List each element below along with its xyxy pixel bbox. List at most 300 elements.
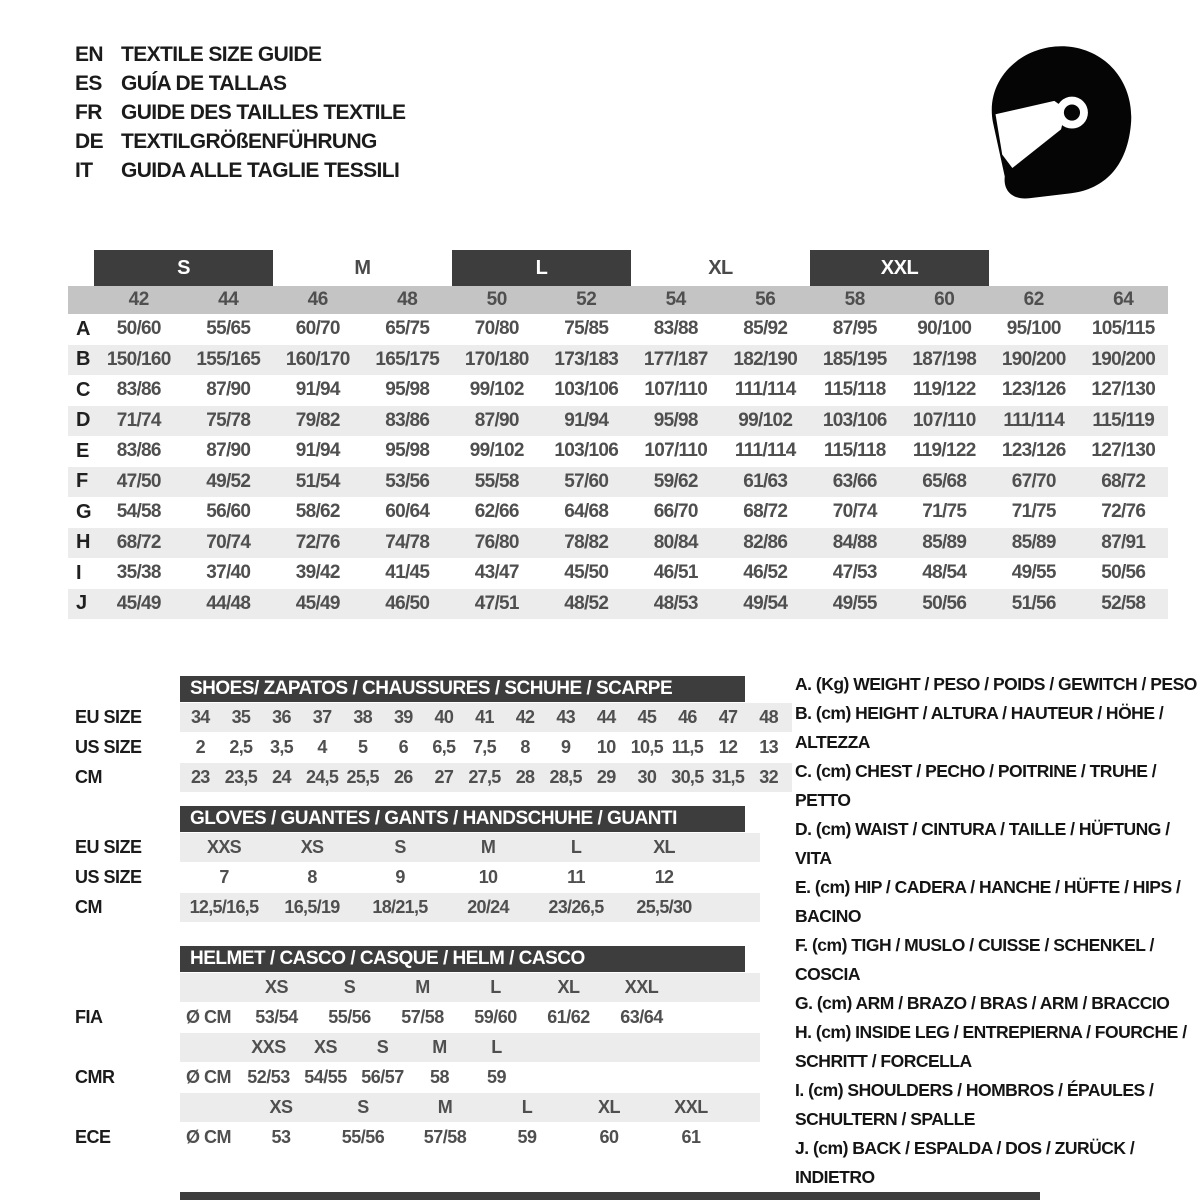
size-value: 32 <box>759 767 778 787</box>
size-number: 58 <box>844 289 865 310</box>
gloves-section-title: GLOVES / GUANTES / GANTS / HANDSCHUHE / GUANTI <box>190 808 677 829</box>
row-values <box>180 763 792 792</box>
size-value: 111/114 <box>1003 409 1065 431</box>
size-number-band <box>68 286 1168 314</box>
size-value: 75/78 <box>206 409 251 431</box>
size-value: 60/64 <box>385 501 430 523</box>
measurement-row <box>68 467 1168 498</box>
size-group-label: M <box>354 256 371 279</box>
size-value: 31,5 <box>711 767 745 787</box>
cutoff-section-bar <box>180 1192 1040 1200</box>
helmet-value-row <box>75 1063 760 1092</box>
gloves-section <box>68 806 808 922</box>
size-value: 26 <box>393 767 413 787</box>
size-number: 48 <box>397 289 418 310</box>
size-value: 87/90 <box>206 440 251 462</box>
size-value: 65/68 <box>922 470 967 492</box>
helmet-size-label: M <box>415 977 430 997</box>
legend-item: A. (Kg) WEIGHT / PESO / POIDS / GEWITCH / PESO <box>795 674 1197 694</box>
size-value: 35/38 <box>116 562 161 584</box>
size-value: 11 <box>567 867 585 887</box>
gloves-rows <box>68 833 808 922</box>
helmet-size-value: 57/58 <box>423 1127 467 1147</box>
size-value: 107/110 <box>644 440 708 462</box>
size-value: 71/74 <box>116 409 161 431</box>
size-value: 79/82 <box>295 409 340 431</box>
size-value: 28 <box>515 767 535 787</box>
helmet-size-value: 53 <box>271 1127 291 1147</box>
helmet-header-bar <box>180 946 745 972</box>
size-value: 46/51 <box>653 562 698 584</box>
helmet-size-value: 53/54 <box>255 1007 298 1027</box>
size-value: 76/80 <box>474 531 519 553</box>
size-value: 83/86 <box>116 440 161 462</box>
size-number: 44 <box>218 289 239 310</box>
helmet-size-value: 52/53 <box>247 1067 290 1087</box>
section-row <box>68 733 808 762</box>
size-value: 99/102 <box>738 409 793 431</box>
helmet-size-label: XL <box>557 977 580 997</box>
size-value: 6,5 <box>432 737 456 757</box>
measurement-row <box>68 497 1168 528</box>
guide-title: GUIDA ALLE TAGLIE TESSILI <box>121 158 400 182</box>
size-value: 23,5 <box>224 767 257 787</box>
size-group-label: XXL <box>810 250 989 286</box>
measurement-row <box>68 345 1168 376</box>
size-number: 56 <box>755 289 776 310</box>
helmet-size-label: L <box>521 1097 533 1117</box>
size-value: 66/70 <box>653 501 698 523</box>
size-value: 95/98 <box>385 440 430 462</box>
helmet-size-label: XS <box>313 1037 337 1057</box>
size-value: 28,5 <box>549 767 582 787</box>
helmet-size-label: XS <box>264 977 288 997</box>
size-value: 127/130 <box>1091 379 1156 401</box>
size-value: 34 <box>190 707 210 727</box>
helmet-size-label: M <box>432 1037 447 1057</box>
size-value: XS <box>300 837 324 857</box>
legend-item: J. (cm) BACK / ESPALDA / DOS / ZURÜCK / INDIETRO <box>795 1138 1135 1187</box>
helmet-size-value: 59 <box>486 1067 507 1087</box>
helmet-size-value: 57/58 <box>401 1007 444 1027</box>
helmet-size-row <box>180 1033 760 1062</box>
helmet-size-label: S <box>343 977 356 997</box>
legend-item: E. (cm) HIP / CADERA / HANCHE / HÜFTE / HIPS / BACINO <box>795 877 1181 926</box>
size-value: 10 <box>478 867 498 887</box>
size-value: 57/60 <box>564 470 609 492</box>
size-value: 41 <box>475 707 494 727</box>
language-row <box>75 40 405 69</box>
size-value: 70/74 <box>206 531 251 553</box>
size-value: 24,5 <box>305 767 339 787</box>
size-value: 83/88 <box>653 318 698 340</box>
size-value: 115/119 <box>1092 409 1155 431</box>
size-value: 18/21,5 <box>372 897 428 917</box>
size-value: 3,5 <box>270 737 293 757</box>
size-value: 82/86 <box>743 531 788 553</box>
helmet-size-value: 56/57 <box>361 1067 404 1087</box>
row-values <box>180 733 792 762</box>
size-value: 30 <box>637 767 657 787</box>
shoes-section <box>68 676 808 792</box>
size-value: 47 <box>718 707 738 727</box>
racing-helmet-icon-svg <box>972 36 1140 206</box>
legend-item: I. (cm) SHOULDERS / HOMBROS / ÉPAULES / SCHULTERN / SPALLE <box>795 1080 1154 1129</box>
size-value: 58/62 <box>295 501 340 523</box>
section-row <box>68 833 808 862</box>
size-value: 44/48 <box>206 592 251 614</box>
measurement-row <box>68 558 1168 589</box>
size-value: 43 <box>556 707 575 727</box>
size-value: 50/60 <box>116 318 161 340</box>
helmet-size-label: S <box>357 1097 369 1117</box>
size-value: 52/58 <box>1101 592 1146 614</box>
helmet-size-value: 61 <box>681 1127 701 1147</box>
size-value: 62/66 <box>474 501 519 523</box>
size-value: 190/200 <box>1001 348 1066 370</box>
row-label: CM <box>75 767 102 787</box>
helmet-size-label: XXL <box>674 1097 708 1117</box>
size-value: 20/24 <box>467 897 509 917</box>
size-value: 39/42 <box>295 562 340 584</box>
size-value: 87/90 <box>206 379 251 401</box>
size-value: 48/52 <box>564 592 609 614</box>
size-value: 70/74 <box>832 501 877 523</box>
size-value: 37/40 <box>206 562 251 584</box>
textile-size-table <box>68 250 1168 619</box>
size-value: 50/56 <box>1101 562 1146 584</box>
helmet-size-value: 63/64 <box>620 1007 663 1027</box>
row-letter: C <box>76 378 90 401</box>
helmet-size-label: L <box>491 1037 502 1057</box>
size-value: 45 <box>637 707 657 727</box>
size-value: 59/62 <box>653 470 698 492</box>
row-values <box>180 833 760 862</box>
size-value: 71/75 <box>922 501 967 523</box>
size-value: 90/100 <box>917 318 972 340</box>
size-value: 10,5 <box>630 737 663 757</box>
size-value: 27,5 <box>468 767 501 787</box>
row-label: EU SIZE <box>75 707 142 727</box>
size-value: 80/84 <box>653 531 698 553</box>
size-value: 91/94 <box>295 379 340 401</box>
language-code: ES <box>75 71 102 95</box>
size-value: 36 <box>272 707 291 727</box>
size-value: 2 <box>195 737 205 757</box>
helmet-size-row <box>180 1093 760 1122</box>
size-value: 25,5/30 <box>636 897 692 917</box>
size-value: 12,5/16,5 <box>189 897 259 917</box>
row-letter: A <box>76 317 90 340</box>
size-value: 7 <box>219 867 229 887</box>
size-value: 39 <box>393 707 413 727</box>
standard-name: ECE <box>75 1127 111 1147</box>
size-value: 48/54 <box>922 562 967 584</box>
size-value: 71/75 <box>1011 501 1056 523</box>
helmet-size-value: 58 <box>429 1067 450 1087</box>
row-label: CM <box>75 897 102 917</box>
size-value: 65/75 <box>385 318 430 340</box>
size-number: 46 <box>307 289 328 310</box>
size-value: 42 <box>515 707 535 727</box>
measurement-row <box>68 528 1168 559</box>
size-value: 95/100 <box>1006 318 1061 340</box>
size-value: 61/63 <box>743 470 788 492</box>
size-group-header-row <box>68 250 1168 286</box>
legend-item: D. (cm) WAIST / CINTURA / TAILLE / HÜFTUNG / VITA <box>795 819 1170 868</box>
size-value: 165/175 <box>375 348 440 370</box>
size-value: 9 <box>560 737 571 757</box>
size-value: 75/85 <box>564 318 609 340</box>
size-value: 67/70 <box>1011 470 1056 492</box>
helmet-size-label: XXL <box>624 977 659 997</box>
size-value: XXS <box>207 837 241 857</box>
size-number: 60 <box>934 289 955 310</box>
size-value: 49/54 <box>743 592 788 614</box>
size-value: 95/98 <box>653 409 698 431</box>
size-group-label: XL <box>708 256 733 279</box>
size-value: 63/66 <box>832 470 877 492</box>
size-value: 49/55 <box>832 592 877 614</box>
size-value: 95/98 <box>385 379 430 401</box>
size-value: 115/118 <box>823 379 886 401</box>
row-label: US SIZE <box>75 737 142 757</box>
size-value: 68/72 <box>1101 470 1146 492</box>
size-value: 70/80 <box>474 318 519 340</box>
measurement-row <box>68 589 1168 620</box>
section-row <box>68 763 808 792</box>
gloves-header-bar <box>180 806 745 832</box>
size-value: M <box>480 837 496 857</box>
size-value: 12 <box>718 737 738 757</box>
size-value: 38 <box>353 707 372 727</box>
helmet-size-label: XS <box>269 1097 293 1117</box>
standard-name: CMR <box>75 1067 115 1087</box>
size-value: 4 <box>317 737 327 757</box>
helmet-size-value: 54/55 <box>304 1067 347 1087</box>
size-value: 25,5 <box>346 767 379 787</box>
size-value: 45/49 <box>295 592 340 614</box>
helmet-size-label: XXS <box>251 1037 286 1057</box>
size-value: 103/106 <box>554 440 619 462</box>
legend-item: C. (cm) CHEST / PECHO / POITRINE / TRUHE / PETTO <box>795 761 1157 810</box>
size-value: 84/88 <box>832 531 877 553</box>
size-number: 62 <box>1023 289 1044 310</box>
row-letter: F <box>76 470 88 493</box>
size-value: 177/187 <box>643 348 708 370</box>
diameter-unit: Ø CM <box>186 1007 231 1027</box>
helmet-size-value: 59 <box>517 1127 537 1147</box>
shoes-section-title: SHOES/ ZAPATOS / CHAUSSURES / SCHUHE / SCARPE <box>190 678 673 699</box>
size-value: 9 <box>395 867 405 887</box>
size-value: 53/56 <box>385 470 430 492</box>
language-row <box>75 98 405 127</box>
size-value: 48/53 <box>653 592 698 614</box>
size-value: 170/180 <box>464 348 529 370</box>
size-value: 99/102 <box>469 440 524 462</box>
size-value: 68/72 <box>743 501 788 523</box>
shoes-header-bar <box>180 676 745 702</box>
language-code: FR <box>75 100 102 124</box>
size-value: 23/26,5 <box>548 897 604 917</box>
helmet-size-label: S <box>376 1037 389 1057</box>
row-values <box>180 863 760 892</box>
size-value: 72/76 <box>1101 501 1146 523</box>
measurement-row <box>68 436 1168 467</box>
size-value: 47/53 <box>832 562 877 584</box>
size-value: 12 <box>654 867 674 887</box>
legend-item: B. (cm) HEIGHT / ALTURA / HAUTEUR / HÖHE / ALTEZZA <box>795 703 1164 752</box>
size-value: 37 <box>312 707 332 727</box>
language-code: IT <box>75 158 93 182</box>
size-value: 7,5 <box>472 737 496 757</box>
size-value: 74/78 <box>385 531 430 553</box>
helmet-size-value: 55/56 <box>341 1127 385 1147</box>
guide-title: GUÍA DE TALLAS <box>121 71 287 95</box>
size-number: 50 <box>486 289 507 310</box>
size-value: 8 <box>520 737 530 757</box>
section-row <box>68 863 808 892</box>
size-value: 160/170 <box>285 348 350 370</box>
helmet-size-row <box>180 973 760 1002</box>
helmet-section-title: HELMET / CASCO / CASQUE / HELM / CASCO <box>190 948 585 969</box>
guide-title: GUIDE DES TAILLES TEXTILE <box>121 100 406 124</box>
helmet-size-value: 59/60 <box>474 1007 517 1027</box>
size-value: 99/102 <box>469 379 524 401</box>
size-value: 10 <box>596 737 616 757</box>
size-value: 11,5 <box>671 737 704 757</box>
size-value: 182/190 <box>733 348 798 370</box>
language-code: DE <box>75 129 103 153</box>
helmet-size-label: M <box>437 1097 453 1117</box>
size-value: 48 <box>759 707 778 727</box>
row-letter: H <box>76 531 90 554</box>
size-value: 185/195 <box>822 348 887 370</box>
helmet-size-value: 60 <box>599 1127 619 1147</box>
helmet-rows <box>75 973 808 1152</box>
standard-name: FIA <box>75 1007 103 1027</box>
size-value: 87/95 <box>832 318 877 340</box>
size-value: 187/198 <box>912 348 977 370</box>
size-number: 52 <box>576 289 597 310</box>
size-value: 103/106 <box>554 379 619 401</box>
language-row <box>75 127 405 156</box>
size-value: 23 <box>190 767 210 787</box>
size-value: 60/70 <box>295 318 340 340</box>
size-value: 40 <box>434 707 454 727</box>
helmet-size-value: 61/62 <box>547 1007 590 1027</box>
size-value: 51/54 <box>295 470 340 492</box>
section-row <box>68 703 808 732</box>
size-value: 119/122 <box>912 440 976 462</box>
size-value: 47/51 <box>474 592 519 614</box>
size-value: 85/92 <box>743 318 788 340</box>
size-value: 85/89 <box>1011 531 1056 553</box>
measurement-row <box>68 375 1168 406</box>
language-row <box>75 156 405 185</box>
size-value: 47/50 <box>116 470 161 492</box>
size-number: 42 <box>128 289 149 310</box>
size-value: 45/49 <box>116 592 161 614</box>
size-value: 35 <box>231 707 251 727</box>
size-value: S <box>394 837 406 857</box>
size-value: 155/165 <box>196 348 261 370</box>
size-value: 2,5 <box>229 737 253 757</box>
shoes-rows <box>68 703 808 792</box>
size-value: 46/50 <box>385 592 430 614</box>
size-value: 91/94 <box>295 440 340 462</box>
row-letter: D <box>76 409 90 432</box>
size-value: 51/56 <box>1011 592 1056 614</box>
size-value: 45/50 <box>564 562 609 584</box>
size-group-label: S <box>94 250 273 286</box>
helmet-value-row <box>75 1123 760 1152</box>
size-value: 49/52 <box>206 470 251 492</box>
measurement-legend <box>795 670 1200 1192</box>
size-value: 87/91 <box>1101 531 1146 553</box>
size-number: 54 <box>665 289 686 310</box>
size-value: 44 <box>596 707 616 727</box>
size-group-label: L <box>452 250 631 286</box>
row-letter: J <box>76 592 87 615</box>
size-value: 83/86 <box>385 409 430 431</box>
guide-title: TEXTILGRÖßENFÜHRUNG <box>121 129 377 153</box>
legend-item: H. (cm) INSIDE LEG / ENTREPIERNA / FOURCHE / SCHRITT / FORCELLA <box>795 1022 1187 1071</box>
size-value: 54/58 <box>116 501 161 523</box>
row-values <box>180 893 760 922</box>
racing-helmet-icon <box>972 36 1140 206</box>
size-value: 13 <box>759 737 778 757</box>
size-value: 56/60 <box>206 501 251 523</box>
size-value: 49/55 <box>1011 562 1056 584</box>
size-value: 85/89 <box>922 531 967 553</box>
measurement-row <box>68 314 1168 345</box>
size-value: 24 <box>272 767 291 787</box>
legend-item: G. (cm) ARM / BRAZO / BRAS / ARM / BRACCIO <box>795 993 1170 1013</box>
diameter-unit: Ø CM <box>186 1127 231 1147</box>
size-value: 6 <box>398 737 408 757</box>
size-value: 46 <box>678 707 697 727</box>
size-value: 30,5 <box>671 767 704 787</box>
row-label: EU SIZE <box>75 837 142 857</box>
size-value: 105/115 <box>1091 318 1155 340</box>
row-letter: E <box>76 439 89 462</box>
helmet-size-value: 55/56 <box>328 1007 371 1027</box>
size-value: 78/82 <box>564 531 609 553</box>
size-value: 91/94 <box>564 409 609 431</box>
helmet-size-label: L <box>490 977 501 997</box>
legend-item: F. (cm) TIGH / MUSLO / CUISSE / SCHENKEL / COSCIA <box>795 935 1154 984</box>
size-value: 173/183 <box>554 348 619 370</box>
language-row <box>75 69 405 98</box>
helmet-section <box>68 946 808 1152</box>
size-value: 5 <box>358 737 368 757</box>
size-value: 43/47 <box>474 562 519 584</box>
diameter-unit: Ø CM <box>186 1067 231 1087</box>
row-letter: B <box>76 348 90 371</box>
size-value: 16,5/19 <box>284 897 340 917</box>
size-value: 55/65 <box>206 318 251 340</box>
size-value: 68/72 <box>116 531 161 553</box>
size-value: 119/122 <box>912 379 976 401</box>
size-value: 72/76 <box>295 531 340 553</box>
row-values <box>180 703 792 732</box>
size-value: 103/106 <box>822 409 887 431</box>
size-value: 87/90 <box>474 409 519 431</box>
size-value: L <box>570 837 582 857</box>
size-value: 123/126 <box>1001 379 1066 401</box>
size-value: 64/68 <box>564 501 609 523</box>
